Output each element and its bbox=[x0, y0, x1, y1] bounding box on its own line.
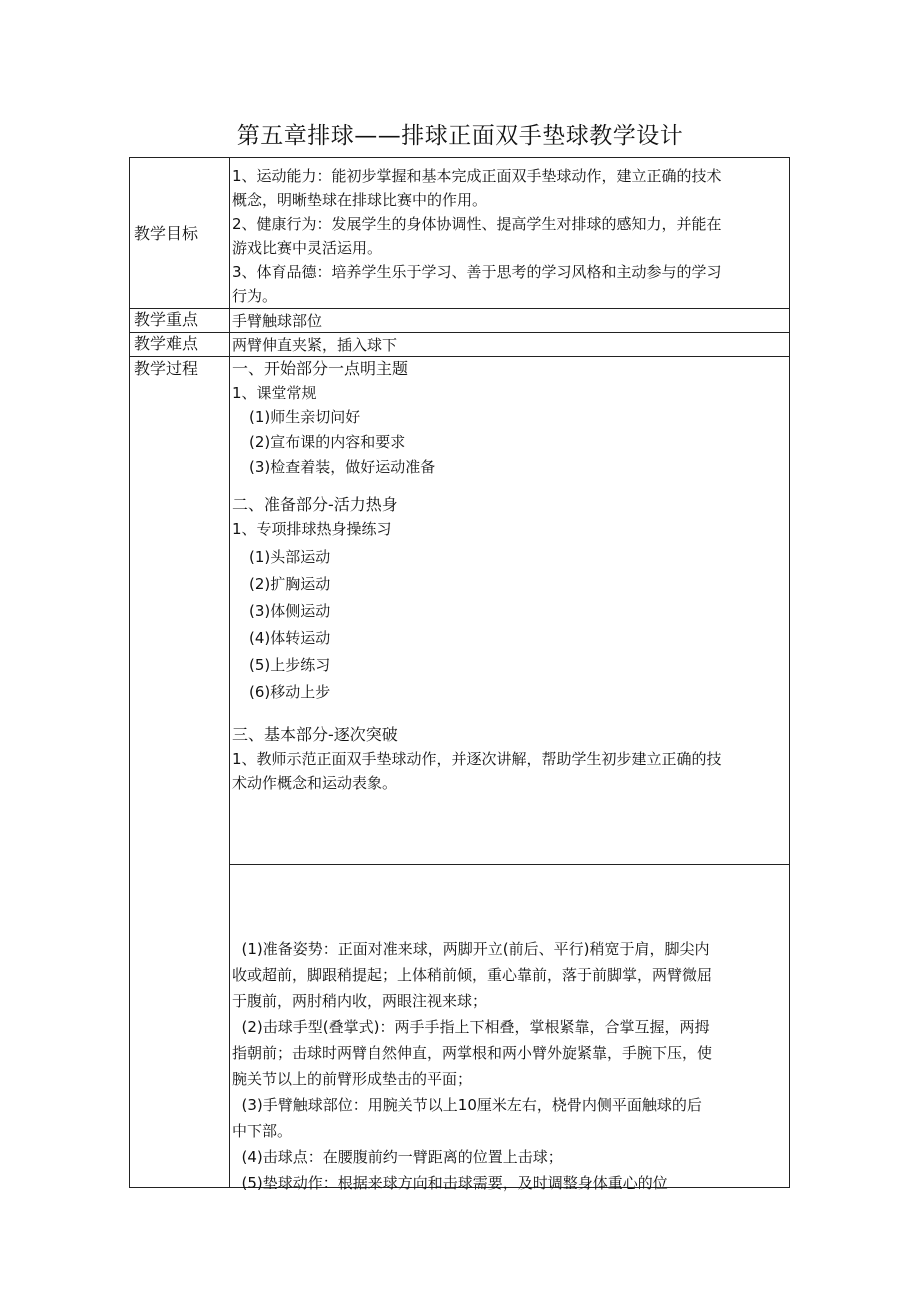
part2-item: (5)上步练习 bbox=[249, 656, 331, 674]
key-text: 手臂触球部位 bbox=[232, 312, 323, 330]
detail-line: (2)击球手型(叠掌式)：两手手指上下相叠，掌根紧靠，合掌互握，两拇 bbox=[232, 1018, 710, 1036]
detail-line: 指朝前；击球时两臂自然伸直，两掌根和两小臂外旋紧靠，手腕下压，使 bbox=[232, 1044, 713, 1062]
process-content bbox=[232, 357, 783, 795]
detail-line: (3)手臂触球部位：用腕关节以上10厘米左右，桡骨内侧平面触球的后 bbox=[232, 1096, 702, 1114]
part2-item: (4)体转运动 bbox=[249, 629, 331, 647]
document-title: 第五章排球——排球正面双手垫球教学设计 bbox=[236, 123, 684, 149]
part2-sub: 1、专项排球热身操练习 bbox=[232, 520, 392, 538]
detail-line: 收或超前，脚跟稍提起；上体稍前倾，重心靠前，落于前脚掌，两臂微屈 bbox=[232, 966, 713, 984]
part3-line: 1、教师示范正面双手垫球动作，并逐次讲解，帮助学生初步建立正确的技 bbox=[232, 750, 722, 768]
row-label-key: 教学重点 bbox=[134, 310, 199, 329]
goals-line: 概念，明晰垫球在排球比赛中的作用。 bbox=[232, 191, 488, 209]
goals-line: 行为。 bbox=[232, 287, 278, 305]
difficulty-content bbox=[232, 333, 783, 357]
detail-line: (5)垫球动作：根据来球方向和击球需要，及时调整身体重心的位 bbox=[232, 1174, 668, 1192]
column-divider bbox=[229, 158, 230, 1187]
detail-line: (1)准备姿势：正面对准来球，两脚开立(前后、平行)稍宽于肩，脚尖内 bbox=[232, 940, 710, 958]
lesson-plan-table bbox=[129, 157, 790, 1192]
detail-line: 中下部。 bbox=[232, 1122, 293, 1140]
part2-item: (6)移动上步 bbox=[249, 683, 331, 701]
difficulty-text: 两臂伸直夹紧，插入球下 bbox=[232, 336, 398, 354]
part1-item: (2)宣布课的内容和要求 bbox=[249, 433, 406, 451]
detail-line: (4)击球点：在腰腹前约一臂距离的位置上击球； bbox=[232, 1148, 563, 1166]
detail-line: 腕关节以上的前臂形成垫击的平面； bbox=[232, 1070, 473, 1088]
part1-sub: 1、课堂常规 bbox=[232, 384, 317, 402]
part1-item: (3)检查着装，做好运动准备 bbox=[249, 458, 436, 476]
goals-line: 3、体育品德：培养学生乐于学习、善于思考的学习风格和主动参与的学习 bbox=[232, 263, 722, 281]
cell-divider bbox=[229, 864, 789, 865]
part3-line: 术动作概念和运动表象。 bbox=[232, 774, 398, 792]
goals-content bbox=[232, 164, 783, 308]
part2-heading: 二、准备部分-活力热身 bbox=[232, 495, 398, 514]
part3-heading: 三、基本部分-逐次突破 bbox=[232, 725, 398, 744]
part2-item: (2)扩胸运动 bbox=[249, 575, 331, 593]
part1-heading: 一、开始部分一点明主题 bbox=[232, 359, 409, 378]
goals-line: 1、运动能力：能初步掌握和基本完成正面双手垫球动作，建立正确的技术 bbox=[232, 167, 722, 185]
row-label-goals: 教学目标 bbox=[134, 224, 199, 243]
part2-item: (3)体侧运动 bbox=[249, 602, 331, 620]
row-label-difficulty: 教学难点 bbox=[134, 334, 199, 353]
technique-details bbox=[232, 936, 783, 1196]
key-content bbox=[232, 309, 783, 333]
row-label-process: 教学过程 bbox=[134, 359, 199, 378]
detail-line: 于腹前，两肘稍内收，两眼注视来球； bbox=[232, 992, 488, 1010]
goals-line: 游戏比赛中灵活运用。 bbox=[232, 239, 383, 257]
part2-item: (1)头部运动 bbox=[249, 548, 331, 566]
part1-item: (1)师生亲切问好 bbox=[249, 408, 361, 426]
goals-line: 2、健康行为：发展学生的身体协调性、提高学生对排球的感知力，并能在 bbox=[232, 215, 722, 233]
